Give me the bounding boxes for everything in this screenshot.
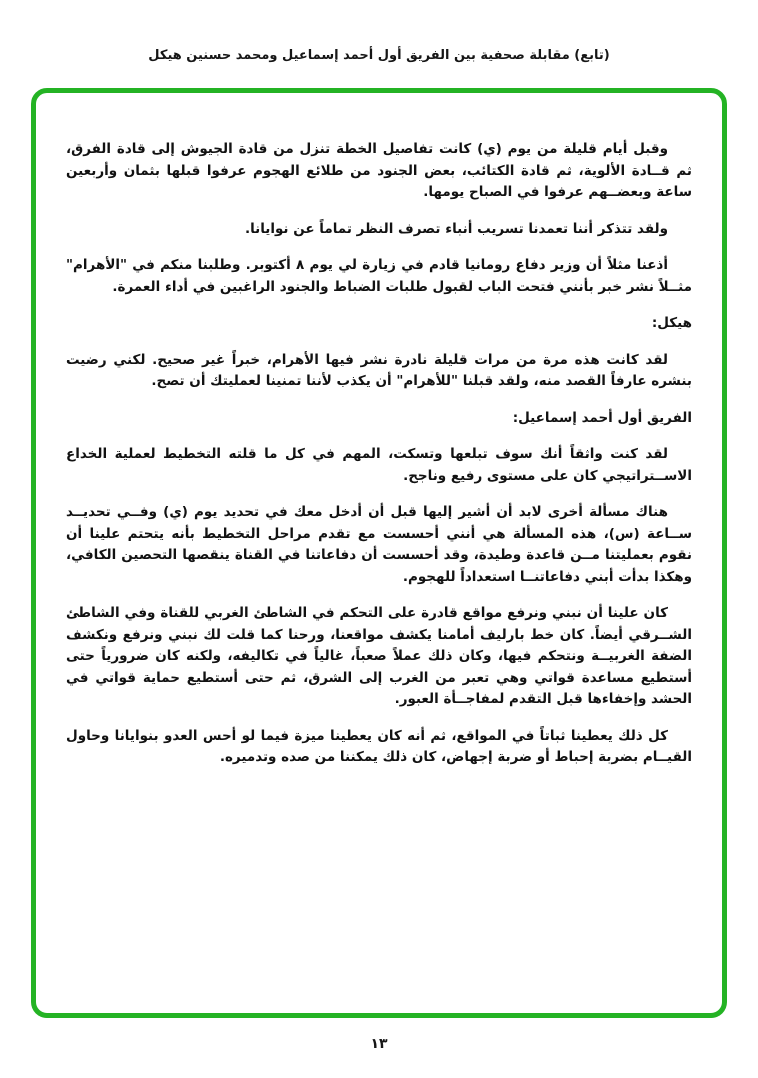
paragraph: هناك مسألة أخرى لابد أن أشير إليها قبل أن أدخل معك في تحديد يوم (ي) وفــي تحديــد ســاعة (س)، هذه المسألة هي أنني أحسست مع تقدم مراحل التخطيط بأنه يتحتم علينا أن نقوم بعمليتنا مــن قاعدة وطيدة، وقد أحسست أن دفاعاتنا في القناة ينقصها التحصين الكافي، وهكذا بدأت أبني دفاعاتنــا استعداداً للهجوم. [66,504,692,585]
paragraph: لقد كنت واثقاً أنك سوف تبلعها وتسكت، المهم في كل ما قلته التخطيط لعملية الخداع الاســتراتيجي كان على مستوى رفيع وناجح. [66,446,692,484]
speaker-label-heikal: هيكل: [651,315,692,331]
content-area [36,93,722,769]
speaker-label-ismail: الفريق أول أحمد إسماعيل: [512,409,692,426]
page-header: (تابع) مقابلة صحفية بين الفريق أول أحمد إسماعيل ومحمد حسنين هيكل [148,48,610,63]
paragraph: كل ذلك يعطينا ثباتاً في المواقع، ثم أنه كان يعطينا ميزة فيما لو أحس العدو بنوايانا وحاول القيــام بضربة إحباط أو ضربة إجهاض، كان ذلك يمكننا من صده وتدميره. [66,727,692,765]
content-border-box [31,88,727,1018]
paragraph: ولقد تتذكر أننا تعمدنا تسريب أنباء تصرف النظر تماماً عن نوايانا. [244,220,668,237]
page-number: ١٣ [370,1036,388,1052]
paragraph: كان علينا أن نبني ونرفع مواقع قادرة على التحكم في الشاطئ الغربي للقناة وفي الشاطئ الشــرقي أيضاً. كان خط بارليف أمامنا يكشف مواقعنا، ورحنا كما قلت لك نبني ونرفع ونكشف الضفة الغربيــة ونتحكم فيها، وكان ذلك عملاً صعباً، غالياً في تكاليفه، ولكنه كان ضرورياً حتى أستطيع مساعدة قواتي وهي تعبر من الغرب إلى الشرق، ثم حتى أستطيع حماية قواتي في الحشد وإخفاءها قبل التقدم لمفاجــأة العبور. [66,605,692,707]
paragraph: وقبل أيام قليلة من يوم (ي) كانت تفاصيل الخطة تنزل من قادة الجيوش إلى قادة الفرق، ثم قــادة الألوية، ثم قادة الكتائب، بعض الجنود من طلائع الهجوم عرفوا قبلها بثمان وأربعين ساعة وبعضــهم عرفوا في الصباح يومها. [66,141,692,200]
paragraph: لقد كانت هذه مرة من مرات قليلة نادرة نشر فيها الأهرام، خبراً غير صحيح. لكني رضيت بنشره عارفاً القصد منه، ولقد قبلنا "للأهرام" أن يكذب لأننا تمنينا لعمليتك أن تصح. [66,351,692,389]
paragraph: أذعنا مثلاً أن وزير دفاع رومانيا قادم في زيارة لي يوم ٨ أكتوبر. وطلبنا منكم في "الأهرام" مثــلاً نشر خبر بأنني فتحت الباب لقبول طلبات الضباط والجنود الراغبين في أداء العمرة. [66,257,692,295]
